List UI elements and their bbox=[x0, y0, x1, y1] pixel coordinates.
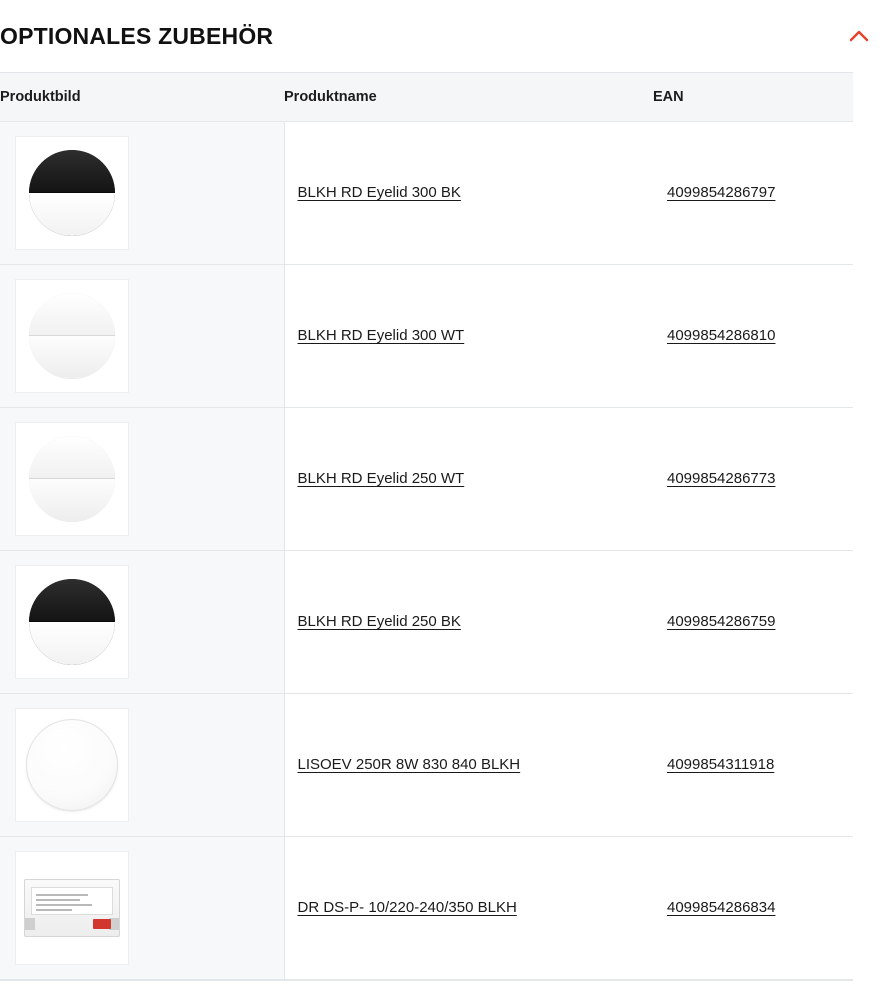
product-thumbnail[interactable] bbox=[15, 708, 129, 822]
chevron-up-icon bbox=[847, 24, 871, 48]
accessories-table-wrapper bbox=[0, 72, 853, 981]
product-name-link[interactable]: BLKH RD Eyelid 300 WT bbox=[297, 327, 465, 344]
product-image-cell bbox=[0, 693, 284, 836]
table-row bbox=[0, 693, 853, 836]
table-row bbox=[0, 407, 853, 550]
product-thumbnail[interactable] bbox=[15, 422, 129, 536]
accessories-table bbox=[0, 73, 853, 980]
product-image-cell bbox=[0, 121, 284, 264]
product-name-cell bbox=[284, 836, 653, 979]
product-name-link[interactable]: BLKH RD Eyelid 250 WT bbox=[297, 470, 465, 487]
table-row bbox=[0, 836, 853, 979]
product-thumbnail[interactable] bbox=[15, 565, 129, 679]
product-thumbnail[interactable] bbox=[15, 136, 129, 250]
product-name-link[interactable]: BLKH RD Eyelid 250 BK bbox=[297, 613, 461, 630]
table-body bbox=[0, 121, 853, 979]
product-ean-cell bbox=[653, 693, 853, 836]
product-ean-cell bbox=[653, 550, 853, 693]
product-ean-cell bbox=[653, 264, 853, 407]
table-row bbox=[0, 264, 853, 407]
product-name-cell bbox=[284, 407, 653, 550]
product-ean-cell bbox=[653, 121, 853, 264]
eyelid-luminaire-black-icon bbox=[29, 579, 115, 665]
product-ean-link[interactable]: 4099854286834 bbox=[667, 899, 776, 916]
product-name-link[interactable]: BLKH RD Eyelid 300 BK bbox=[297, 184, 461, 201]
table-bottom-divider bbox=[0, 980, 853, 981]
product-ean-cell bbox=[653, 836, 853, 979]
product-thumbnail[interactable] bbox=[15, 851, 129, 965]
product-name-cell bbox=[284, 121, 653, 264]
column-header-product-name: Produktname bbox=[284, 73, 653, 121]
product-ean-link[interactable]: 4099854286797 bbox=[667, 184, 776, 201]
round-downlight-icon bbox=[26, 719, 118, 811]
page-title: OPTIONALES ZUBEHÖR bbox=[0, 22, 274, 49]
column-header-product-image: Produktbild bbox=[0, 73, 284, 121]
product-ean-link[interactable]: 4099854286759 bbox=[667, 613, 776, 630]
product-image-cell bbox=[0, 836, 284, 979]
product-name-cell bbox=[284, 550, 653, 693]
product-ean-link[interactable]: 4099854286810 bbox=[667, 327, 776, 344]
eyelid-luminaire-white-icon bbox=[29, 436, 115, 522]
product-thumbnail[interactable] bbox=[15, 279, 129, 393]
eyelid-luminaire-white-icon bbox=[29, 293, 115, 379]
eyelid-luminaire-black-icon bbox=[29, 150, 115, 236]
product-name-link[interactable]: LISOEV 250R 8W 830 840 BLKH bbox=[297, 756, 521, 773]
product-ean-link[interactable]: 4099854286773 bbox=[667, 470, 776, 487]
product-image-cell bbox=[0, 264, 284, 407]
product-ean-cell bbox=[653, 407, 853, 550]
product-image-cell bbox=[0, 550, 284, 693]
table-row bbox=[0, 121, 853, 264]
led-driver-icon bbox=[24, 879, 120, 937]
column-header-ean: EAN bbox=[653, 73, 853, 121]
product-name-cell bbox=[284, 693, 653, 836]
product-ean-link[interactable]: 4099854311918 bbox=[667, 756, 775, 773]
product-name-cell bbox=[284, 264, 653, 407]
table-row bbox=[0, 550, 853, 693]
section-header bbox=[0, 0, 888, 72]
table-header-row bbox=[0, 73, 853, 121]
table-header bbox=[0, 73, 853, 121]
collapse-section-button[interactable] bbox=[839, 16, 879, 56]
product-image-cell bbox=[0, 407, 284, 550]
product-name-link[interactable]: DR DS-P- 10/220-240/350 BLKH bbox=[297, 899, 517, 916]
